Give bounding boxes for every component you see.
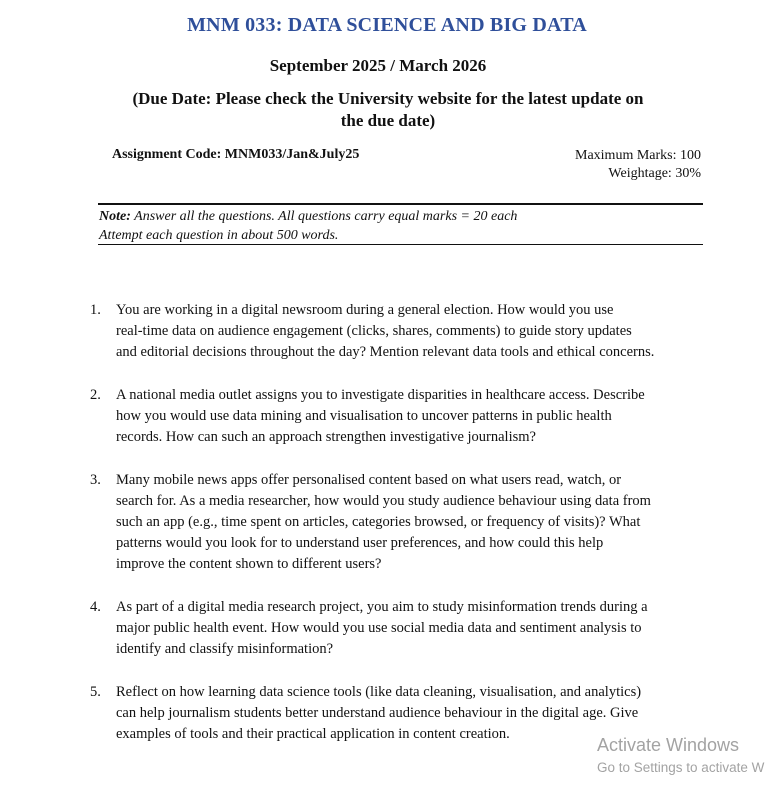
question-number: 5. [90, 684, 101, 700]
question-line: improve the content shown to different users? [116, 556, 382, 572]
question-list [90, 300, 720, 745]
question-line: Reflect on how learning data science tools (like data cleaning, visualisation, and analytics) [116, 684, 642, 700]
question-number: 4. [90, 599, 101, 615]
weightage: Weightage: 30% [608, 166, 701, 181]
note-text: Answer all the questions. All questions carry equal marks = 20 each [130, 209, 518, 224]
question-number: 3. [90, 472, 101, 488]
question-item [90, 300, 720, 363]
marks-info [575, 147, 701, 183]
question-number: 1. [90, 302, 101, 318]
question-line: such an app (e.g., time spent on articles, categories browsed, or frequency of visits)? What [116, 514, 641, 530]
due-date-line-2: the due date) [340, 111, 436, 130]
question-number: 2. [90, 387, 101, 403]
question-line: major public health event. How would you use social media data and sentiment analysis to [116, 620, 642, 636]
course-title: MNM 033: DATA SCIENCE AND BIG DATA [187, 14, 587, 36]
question-line: can help journalism students better understand audience behaviour in the digital age. Give [116, 705, 639, 721]
due-date-line-1: (Due Date: Please check the University website for the latest update on [132, 89, 644, 108]
note-line-2: Attempt each question in about 500 words. [99, 228, 339, 243]
maximum-marks: Maximum Marks: 100 [575, 148, 701, 163]
note-top-divider [98, 203, 703, 205]
question-line: search for. As a media researcher, how would you study audience behaviour using data from [116, 493, 651, 509]
question-line: As part of a digital media research project, you aim to study misinformation trends during a [116, 599, 648, 615]
activate-windows-watermark [597, 734, 774, 778]
session-dates: September 2025 / March 2026 [269, 56, 487, 75]
question-line: Many mobile news apps offer personalised content based on what users read, watch, or [116, 472, 622, 488]
watermark-title: Activate Windows [597, 735, 740, 755]
question-line: A national media outlet assigns you to investigate disparities in healthcare access. Describe [116, 387, 645, 403]
question-item [90, 385, 720, 448]
question-line: identify and classify misinformation? [116, 641, 334, 657]
watermark-subtitle: Go to Settings to activate W [597, 760, 765, 775]
instructions-note [99, 207, 517, 245]
due-date-notice [100, 88, 676, 132]
note-line-1 [99, 207, 517, 226]
question-line: records. How can such an approach strengthen investigative journalism? [116, 429, 536, 445]
question-line: real-time data on audience engagement (clicks, shares, comments) to guide story updates [116, 323, 632, 339]
note-bottom-divider [98, 244, 703, 245]
question-line: how you would use data mining and visualisation to uncover patterns in public health [116, 408, 612, 424]
question-line: examples of tools and their practical application in content creation. [116, 726, 510, 742]
assignment-code: Assignment Code: MNM033/Jan&July25 [112, 147, 360, 162]
question-line: and editorial decisions throughout the day? Mention relevant data tools and ethical concerns. [116, 344, 655, 360]
question-line: patterns would you look for to understand user preferences, and how could this help [116, 535, 604, 551]
question-item [90, 470, 720, 575]
question-line: You are working in a digital newsroom during a general election. How would you use [116, 302, 614, 318]
note-label: Note: [99, 209, 131, 224]
question-item [90, 597, 720, 660]
